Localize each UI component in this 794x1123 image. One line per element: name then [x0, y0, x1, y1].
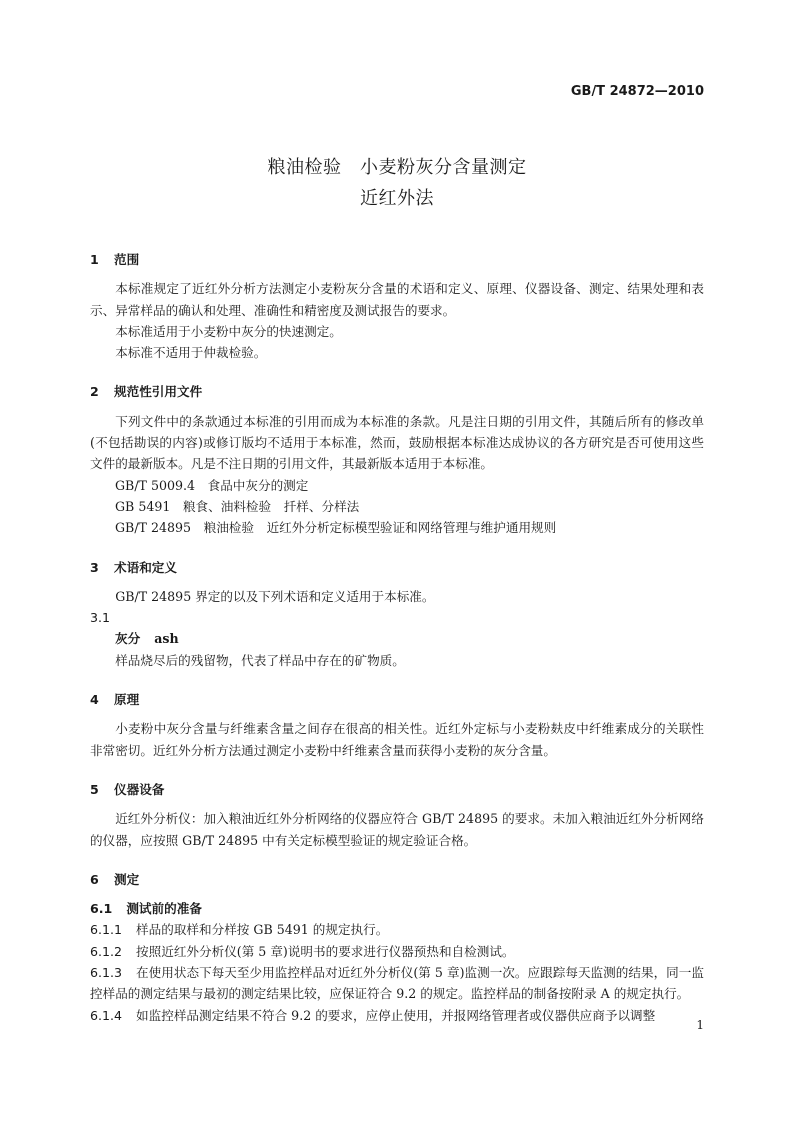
- term-definition: 样品烧尽后的残留物，代表了样品中存在的矿物质。: [115, 652, 405, 668]
- section-heading-normative-references: [90, 381, 704, 402]
- clause: [90, 919, 704, 940]
- term-english: ash: [154, 631, 179, 647]
- clause: [90, 941, 704, 962]
- subsection-heading: [90, 898, 704, 919]
- section-heading-principle: [90, 689, 704, 710]
- section-number: 6: [90, 871, 99, 887]
- document-body: [90, 249, 704, 1026]
- clause-text: 样品的取样和分样按 GB 5491 的规定执行。: [136, 922, 389, 938]
- section-heading-scope: [90, 249, 704, 270]
- paragraph: 本标准适用于小麦粉中灰分的快速测定。: [115, 323, 342, 339]
- reference-item: GB/T 5009.4 食品中灰分的测定: [115, 477, 309, 493]
- clause: [90, 1005, 704, 1026]
- clause-number: 6.1.3: [90, 965, 123, 981]
- clause-text: 在使用状态下每天至少用监控样品对近红外分析仪(第 5 章)监测一次。应跟踪每天监测的结果，同一监控样品的测定结果与最初的测定结果比较，应保证符合 9.2 的规定。监控样品的制备按附录 A 的规定执行。: [90, 965, 704, 1002]
- clause-number: 6.1.1: [90, 922, 123, 938]
- document-title-line1: 粮油检验 小麦粉灰分含量测定: [267, 157, 527, 178]
- section-title: 测定: [114, 871, 140, 887]
- section-number: 4: [90, 692, 99, 708]
- paragraph: 本标准不适用于仲裁检验。: [115, 345, 267, 361]
- page-number: 1: [696, 1018, 704, 1032]
- paragraph: 本标准规定了近红外分析方法测定小麦粉灰分含量的术语和定义、原理、仪器设备、测定、结果处理和表示、异常样品的确认和处理、准确性和精密度及测试报告的要求。: [90, 281, 704, 318]
- paragraph: 下列文件中的条款通过本标准的引用而成为本标准的条款。凡是注日期的引用文件，其随后所有的修改单(不包括勘误的内容)或修订版均不适用于本标准，然而，鼓励根据本标准达成协议的各方研究是否可使用这些文件的最新版本。凡是不注日期的引用文件，其最新版本适用于本标准。: [90, 413, 704, 472]
- paragraph: 小麦粉中灰分含量与纤维素含量之间存在很高的相关性。近红外定标与小麦粉麸皮中纤维素成分的关联性非常密切。近红外分析方法通过测定小麦粉中纤维素含量而获得小麦粉的灰分含量。: [90, 721, 704, 758]
- section-heading-instruments: [90, 779, 704, 800]
- clause-number: 6.1.2: [90, 943, 123, 959]
- subsection-title: 测试前的准备: [126, 901, 202, 917]
- document-title-line2: 近红外法: [360, 188, 434, 209]
- standard-code: GB/T 24872—2010: [570, 84, 704, 99]
- subsection-number: 6.1: [90, 901, 113, 917]
- clause-text: 按照近红外分析仪(第 5 章)说明书的要求进行仪器预热和自检测试。: [136, 943, 515, 959]
- section-number: 3: [90, 559, 99, 575]
- section-number: 5: [90, 781, 99, 797]
- paragraph: 近红外分析仪：加入粮油近红外分析网络的仪器应符合 GB/T 24895 的要求。未加入粮油近红外分析网络的仪器，应按照 GB/T 24895 中有关定标模型验证的规定验证合格。: [90, 811, 704, 848]
- section-number: 1: [90, 252, 99, 267]
- clause-text: 如监控样品测定结果不符合 9.2 的要求，应停止使用，并报网络管理者或仪器供应商予以调整: [136, 1007, 656, 1023]
- section-number: 2: [90, 384, 99, 400]
- reference-item: GB 5491 粮食、油料检验 扦样、分样法: [115, 498, 360, 514]
- section-title: 术语和定义: [114, 559, 177, 575]
- reference-item: GB/T 24895 粮油检验 近红外分析定标模型验证和网络管理与维护通用规则: [115, 520, 557, 536]
- section-heading-terms: [90, 557, 704, 578]
- clause-number: 6.1.4: [90, 1007, 123, 1023]
- section-title: 原理: [114, 692, 140, 708]
- section-title: 规范性引用文件: [114, 384, 203, 400]
- paragraph: GB/T 24895 界定的以及下列术语和定义适用于本标准。: [115, 588, 435, 604]
- definition-number: 3.1: [90, 610, 111, 626]
- section-title: 范围: [114, 252, 140, 267]
- term-entry: [90, 628, 704, 649]
- clause: [90, 962, 704, 1005]
- section-heading-determination: [90, 869, 704, 890]
- section-title: 仪器设备: [114, 781, 165, 797]
- term-chinese: 灰分: [115, 631, 141, 647]
